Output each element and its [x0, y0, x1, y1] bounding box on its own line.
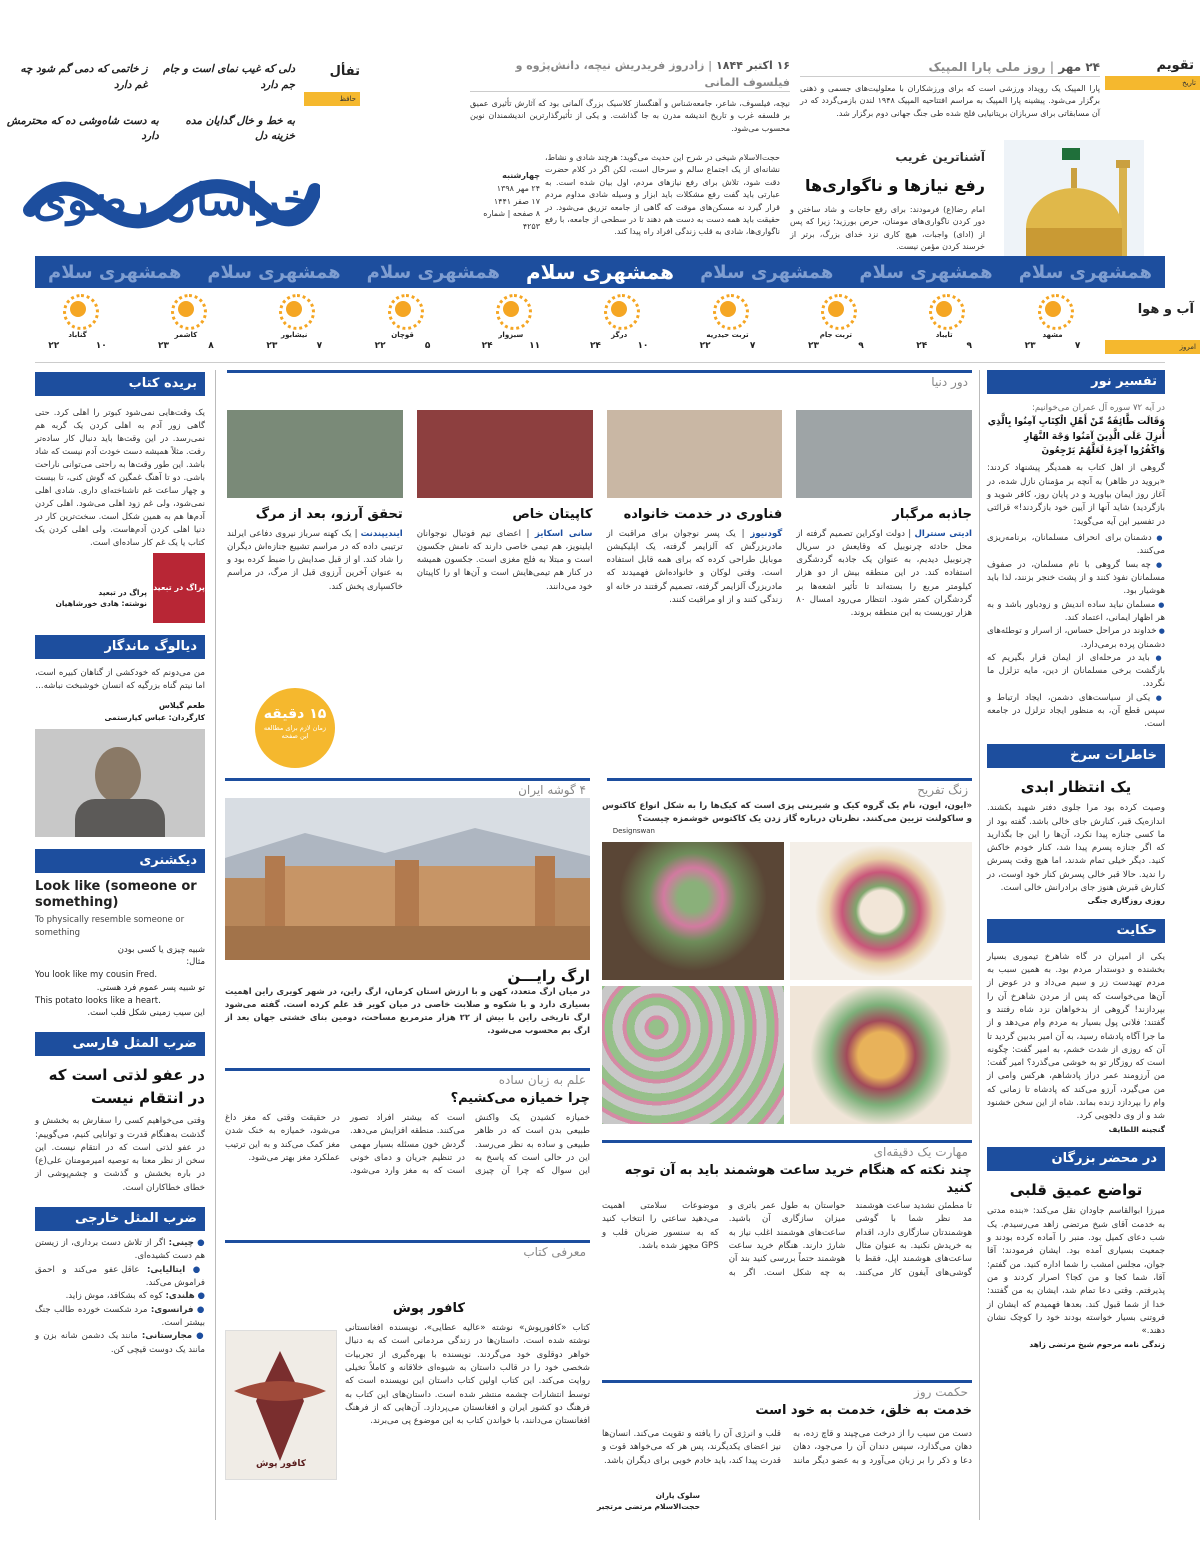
world-grid: [227, 410, 972, 770]
banner-item: همشهری سلام: [859, 261, 993, 283]
sun-icon: [494, 292, 528, 326]
tafsir-bullets: [987, 532, 1165, 732]
science-section: علم به زبان ساده: [225, 1068, 590, 1088]
tafsir-bullet: ● دشمنان برای انحراف مسلمانان، برنامه‌ریزی می‌کنند.: [987, 532, 1165, 559]
dict-persian: شبیه چیزی یا کسی بودن: [117, 944, 205, 955]
weather-high: ۲۳: [1024, 341, 1036, 351]
weather-low: ۹: [858, 341, 864, 351]
poem-line-1a: دلی که غیب نمای است و جام جم دارد: [163, 63, 295, 91]
mahzar-text: میرزا ابوالقاسم جاودان نقل می‌کند: «بنده مدتی به خدمت آقای شیخ مرتضی زاهد می‌رسیدم. یک شب دعای کمیل بود. منبر را آماده کرده بودند و جمعیت بسیاری آمده بود. ایشان فرمودند: آقا جوان، مجلس امشب را شما اداره کنید. من گفتم: آقا، شما کجا و من کجا؟ اصرار کردند و من پذیرفتم. وقتی دعا تمام شد، ایشان به من گفتند: خدا از شما قبول کند. بعدها فهمیدم که ایشان از فروتنی بسیار خواسته بودند خود را کوچک نشان دهند.»: [987, 1206, 1165, 1337]
book-section: معرفی کتاب: [225, 1240, 590, 1260]
cake-photo-4: [602, 986, 784, 1124]
bride-text: یک وقت‌هایی نمی‌شود کبوتر را اهلی کرد. حتی گاهی زور آدم به اهلی کردن یک گربه هم نمی‌رسد. در این وقت‌ها باید دنبال کار ساده‌تر رفت. مثلاً همیشه دست خودت آدم نیست که شاد باشد. این طور وقت‌ها به راحتی می‌توانی ناراحت باشی. دو تا آهنگ غمگین که گوش کنی، تا بیست و چهار ساعت غم ناشناخته‌ای داری. شادی اهلی نمی‌شود، ولی غم زود اهلی می‌شود. اهلی کردن آدم‌ها هم به همین شکل است. سخت‌ترین کار در دنیا اهلی کردن آدم‌هاست. ولی اهلی کردن یک کتاب یا یک غم کار ساده‌ای است.: [35, 407, 205, 548]
sun-icon: [61, 292, 95, 326]
zang-section: زنگ تفریح: [607, 778, 972, 798]
weather-city-name: مشهد: [1042, 330, 1063, 339]
kharji-country: چینی:: [168, 1238, 194, 1249]
world-story-source: ایندیپندنت: [360, 528, 403, 539]
khaterat-title: خاطرات سرخ: [987, 744, 1165, 768]
sun-icon: [169, 292, 203, 326]
world-story: تحقق آرزو، بعد از مرگ ایندیپندنت | یک کهنه سرباز نیروی دفاعی ایرلند ترتیبی داده که در مراسم تشییع جنازه‌اش دیگران را شاد کند. او از قبل صدایش را ضبط کرده بود و به عنوان آخرین آرزوی قبل از مرگ، در مراسم خاکسپاری پخش کند.: [227, 410, 403, 770]
weather-high: ۲۳: [266, 341, 278, 351]
kharji-item: ● مجارستانی: مانند یک دشمن شانه بزن و مانند یک دوست قیچی کن.: [35, 1331, 206, 1355]
cake-photo-3: [790, 986, 972, 1124]
weather-label: آب و هوا: [1137, 302, 1194, 317]
kharji-text: مرد شکست خورده طالب جنگ بیشتر است.: [35, 1304, 205, 1328]
right-column: [987, 370, 1165, 1350]
weather-low: ۷: [749, 341, 756, 351]
banner-item: همشهری سلام: [48, 261, 182, 283]
weather-low: ۱۱: [529, 341, 541, 351]
book-head: کافور پوش: [392, 1301, 465, 1316]
hekmat-source-1: سلوک یاران: [655, 1491, 700, 1500]
masthead-info: [470, 170, 540, 234]
cake-photo-2: [602, 842, 784, 980]
sun-icon: [819, 292, 853, 326]
calendar-label: تقویم: [1156, 58, 1194, 73]
mahzar-title: در محضر بزرگان: [987, 1147, 1165, 1171]
world-story-source: ادیتی سنترال: [914, 528, 972, 539]
date-label: تاریخ: [1105, 76, 1200, 90]
weather-city: [463, 292, 558, 356]
world-story-photo: [607, 410, 783, 498]
weather-city: [788, 292, 883, 356]
world-story-text: یک کهنه سرباز نیروی دفاعی ایرلند ترتیبی داده که در مراسم تشییع جنازه‌اش دیگران را شاد کند. او از قبل صدایش را ضبط کرده بود و به عنوان آخرین آرزوی قبل از مرگ، در مراسم خاکسپاری پخش کند.: [227, 528, 403, 592]
iran-head: ارگ رایـــن: [507, 967, 590, 985]
date-day: ۲۴ مهر: [1058, 60, 1100, 74]
iran-text: در میان ارگ متعدد، کهن و با ارزش استان کرمان، ارگ راین، در شهر کویری راین اهمیت بسیاری دارد و با شکوه و صلابت خاصی در میان کویر قد علم کرده است. گفته می‌شود ارگ تاریخی راین با بیش از ۲۲ هزار مترمربع مساحت، دومین بنای خشتی جهان بعد از ارگ بم محسوب می‌شود.: [225, 986, 590, 1036]
weather-high: ۲۲: [374, 341, 386, 351]
tafal-label: تفأل: [329, 64, 360, 79]
tafsir-bullet: ● یکی از سیاست‌های دشمن، ایجاد ارتباط و سپس قطع آن، به منظور ایجاد تزلزل در جامعه است.: [987, 692, 1165, 732]
history-date: ۱۶ اکتبر ۱۸۴۴: [716, 59, 790, 72]
dialog-director: کارگردان: عباس کیارستمی: [104, 712, 205, 722]
book-cover-title: کافور پوش: [256, 1458, 306, 1469]
masthead-date2: ۱۷ صفر ۱۴۴۱: [493, 196, 540, 206]
weather-high: ۲۳: [158, 341, 169, 351]
dict-example-label: مثال:: [186, 957, 205, 968]
weather-city-name: نیشابور: [281, 330, 308, 339]
maharat-section: مهارت یک دقیقه‌ای: [602, 1140, 972, 1160]
world-story-head: تحقق آرزو، بعد از مرگ: [255, 507, 403, 522]
world-story-text: اعضای تیم فوتبال نوجوانان ایلینویز، هم تیمی خاصی دارند که نامش جکسون است و مبتلا به فلج مغزی است. جکسون همیشه در کنار هم تیمی‌هایش است و آن‌ها او را کاپیتان خود می‌دانند.: [416, 528, 593, 592]
weather-city-name: تربت جام: [819, 330, 852, 339]
kharji-item: ● چینی: اگر از تلاش دست برداری، از زیستن هم دست کشیده‌ای.: [35, 1238, 206, 1262]
tafsir-bullet: ● مسلمان نباید ساده اندیش و زودباور باشد و به هر اظهار ایمانی، اعتماد کند.: [987, 599, 1165, 626]
hekmat-source-2: حجت‌الاسلام مرتضی مرتجبر: [596, 1502, 700, 1512]
hekmat-text: دست من سیب را از درخت می‌چیند و قاچ زده، به دهان می‌گذارد، سپس دندان آن را می‌جود، دهان دعا و ذکر را بر زبان می‌آورد و به عضو دیگر مانند قلب و انرژی آن را یافته و تقویت می‌کند. انسان‌ها نیز اعضای یکدیگرند، پس هر که می‌خواهد قوت و قدرت پیدا کند، باید خادم خوبی برای دیگران باشد.: [602, 1429, 972, 1466]
weather-low: ۱۰: [95, 341, 107, 351]
weather-row: [30, 292, 1100, 356]
hekayat-text: یکی از امیران در گاه شاهرخ تیموری بسیار بخشنده و دوستدار مردم بود. به همین سبب به مردم تهیدست زر و سیم می‌داد و در عوض از آن‌ها می‌خواست که پس از مردن شاهرخ آن را بپردازند! گروهی از بدخواهان نزد شاه رفتند و گفتند: فلانی پول بسیار به مردم وام می‌دهد و از ما جرا آگاه پادشاه رسید، به آن امیر بدبین گردید تا آن که روزی از شدت خشم، به امیر گفت: چگونه است که روزگار تو به خوشی می‌گذرد؟ امیر گفت: من آرزومند عمر دراز پادشاهم، هرکس وامی از من می‌گیرد، آرزو می‌کند که پادشاه تا زمانی که وام را بپردازد زنده بماند. شاه از این سخن خشنود شد و از وی دلجویی کرد.: [987, 951, 1165, 1122]
calendar-text-block: ۲۴ مهر | روز ملی پارا المپیک پارا المپیک یک رویداد ورزشی است که برای ورزشکاران با معلولیت‌های جسمی و ذهنی برگزار می‌شود. پیشینه پارا المپیک به مراسم افتتاحیه المپیک ۱۹۴۸ لندن بازمی‌گردد که در آن مسابقاتی برای سربازان بریتانیایی فلج شده طی جنگ جهانی دوم برگزار شد.: [800, 58, 1100, 120]
kharji-item: ● هلندی: کوه که بشکافد، موش زاید.: [65, 1291, 205, 1302]
hekmat-head: خدمت به خلق، خدمت به خود است: [755, 1403, 972, 1418]
poem-line-2a: به خط و خال گدایان مده خزینه دل: [185, 114, 295, 143]
calendar-section: [1105, 56, 1200, 90]
book-cover: [225, 1330, 337, 1480]
world-story-photo: [417, 410, 593, 498]
kharji-country: مجارستانی:: [141, 1331, 193, 1342]
banner-item: همشهری سلام: [700, 261, 834, 283]
dict-example-1: You look like my cousin Fred.: [35, 970, 158, 981]
lead-text: امام رضا(ع) فرمودند: برای رفع حاجات و شاد ساختن و دور کردن ناگواری‌های مومنان، حرص بورزید؛ زیرا که پس از (ادای) واجبات، هیچ کاری نزد خدای بزرگ، برتر از خرسند کردن مؤمن نیست.: [790, 205, 985, 252]
science-text: خمیازه کشیدن یک واکنش طبیعی بدن است که در ظاهر طبیعی و ساده به نظر می‌رسد. این در حالی است که پاسخ به این سوال که چرا آن چیزی است که بیشتر افراد تصور می‌کنند. منطقه افزایش می‌دهد. گردش خون مسئله بسیار مهمی در تنظیم جریان و دمای خونی است که به مغز وارد می‌شود. در حقیقت وقتی که مغز داغ می‌شود، خمیازه به خنک شدن مغز کمک می‌کند و به این ترتیب عملکرد مغز بهتر می‌شود.: [225, 1113, 590, 1177]
lead-title: رفع نیازها و ناگواری‌ها: [805, 176, 985, 195]
banner-item: همشهری سلام: [366, 261, 500, 283]
weather-city-name: سبزوار: [498, 330, 524, 339]
weather-city: [30, 292, 125, 356]
dict-definition: To physically resemble someone or something: [35, 915, 185, 938]
weather-low: ۹: [966, 341, 973, 351]
bride-author: نوشته: هادی خورشاهیان: [55, 599, 147, 609]
book-text: کتاب «کافورپوش» نوشته «عالیه عطایی»، نویسنده افغانستانی نوشته شده است. داستان‌ها در زندگی مردمانی است که به دنبال خواهر دوقلوی خود می‌گردند. نویسنده با بهره‌گیری از تجربیات شخصی خود را در قالب داستان به شیوه‌ای خلاقانه و کاملاً تخیلی روایت می‌کند. این کتاب اولین کتاب داستان این نویسنده است که توسط انتشارات چشمه منتشر شده است. داستان‌های این کتاب به فرهنگ دو کشور ایران و افغانستان می‌پردازد. آن‌هایی که از فرهنگ افغانستان می‌دانند، با خواندن کتاب به این موضوع پی می‌برند.: [345, 1323, 590, 1427]
history-text: نیچه، فیلسوف، شاعر، جامعه‌شناس و آهنگساز کلاسیک بزرگ آلمانی بود که آثارش تأثیری عمیق بر فلسفه غرب و تاریخ اندیشه مدرن به جا گذاشت. و یکی از تأثیرگذارترین اندیشمندان نوین محسوب می‌شود.: [470, 99, 790, 133]
tafsir-bullet: ● باید در مرحله‌ای از ایمان قرار بگیریم که بازگشت برخی مسلمانان از دین، مایه تزلزل ما نگردد.: [987, 652, 1165, 692]
world-story-text: دولت اوکراین تصمیم گرفته از محل حادثه چرنوبیل که وقایعش در سریال چرنوبیل دیدیم، به عنوان یک جاذبه گردشگری استفاده کند. در این منطقه بیش از دو هزار کیلومتر مربع را بسته‌اند تا تأثیر اشعه‌ها بر گردشگران کمتر شود. انتظار می‌رود امسال ۸۰ هزار توریست به این منطقه بروند.: [796, 528, 972, 619]
weather-city-name: قوچان: [391, 330, 414, 339]
khaterat-source: روزی روزگاری جنگی: [1087, 896, 1165, 906]
banner-item: همشهری سلام: [1018, 261, 1152, 283]
dialog-film-still: [35, 729, 205, 837]
masthead-pages: ۸ صفحه | شماره ۴۲۵۳: [483, 209, 540, 232]
weather-city: [897, 292, 992, 356]
kharji-text: اگر از تلاش دست برداری، از زیستن هم دست کشیده‌ای.: [35, 1238, 205, 1262]
kharji-country: فرانسوی:: [150, 1304, 194, 1315]
history-title: زادروز فریدریش نیچه، دانش‌پژوه و فیلسوف المانی: [515, 59, 790, 89]
banner-item-highlight: همشهری سلام: [525, 260, 675, 284]
weather-low: ۱۰: [637, 341, 649, 351]
weather-today: امروز: [1105, 340, 1200, 354]
dialog-title: دیالوگ ماندگار: [35, 635, 205, 659]
masthead-logo-text: خراسان رضوی: [32, 175, 310, 226]
weather-city-name: تربت حیدریه: [706, 330, 749, 339]
tafsir-text: گروهی از اهل کتاب به همدیگر پیشنهاد کردند: «بروید در ظاهر) به آنچه بر مؤمنان نازل شده، در آغاز روز ایمان بیاورید و در پایان روز، کافر شوید و بازگردید) شاید آنها از آیین خود بازگردند!» قرائتی در تفسیر این آیه می‌گوید:: [987, 463, 1165, 527]
shrine-dome-icon: [1004, 140, 1144, 258]
weather-city-name: گناباد: [68, 330, 87, 339]
tafsir-title: تفسیر نور: [987, 370, 1165, 394]
dict-example-1-fa: تو شبیه پسر عموم فرد هستی.: [96, 982, 205, 993]
promo-big: ۱۵ دقیقه: [263, 706, 327, 722]
sun-icon: [1036, 292, 1070, 326]
kharji-country: ایتالیایی:: [147, 1264, 186, 1275]
weather-city: [138, 292, 233, 356]
bride-book: پراگ در تبعید: [98, 588, 147, 598]
iran-castle-photo: [225, 798, 590, 960]
world-story: کاپیتان خاص سانی اسکایز | اعضای تیم فوتبال نوجوانان ایلینویز، هم تیمی خاصی دارند که نامش جکسون است و مبتلا به فلج مغزی است. جکسون همیشه در کنار هم تیمی‌هایش است و آن‌ها او را کاپیتان خود می‌دانند.: [417, 410, 593, 770]
sun-icon: [927, 292, 961, 326]
history-block: ۱۶ اکتبر ۱۸۴۴ | زادروز فریدریش نیچه، دانش‌پژوه و فیلسوف المانی نیچه، فیلسوف، شاعر، جامعه‌شناس و آهنگساز کلاسیک بزرگ آلمانی بود که آثارش تأثیری عمیق بر فلسفه غرب و تاریخ اندیشه مدرن به جا گذاشت. و یکی از تأثیرگذارترین اندیشمندان نوین محسوب می‌شود.: [470, 58, 790, 135]
zang-credit: Designswan: [612, 827, 655, 835]
zarb-title: ضرب المثل فارسی: [35, 1032, 205, 1056]
weather-high: ۲۳: [807, 341, 819, 351]
mahzar-head: تواضع عمیق قلبی: [1009, 1180, 1143, 1199]
sun-icon: [277, 292, 311, 326]
bride-title: بریده کتاب: [35, 372, 205, 396]
calendar-text: پارا المپیک یک رویداد ورزشی است که برای ورزشکاران با معلولیت‌های جسمی و ذهنی برگزار می‌شود. پیشینه پارا المپیک به مراسم افتتاحیه المپیک ۱۹۴۸ لندن بازمی‌گردد که در آن مسابقاتی برای سربازان بریتانیایی فلج شده طی جنگ جهانی دوم برگزار شد.: [800, 84, 1100, 118]
weather-city: [1005, 292, 1100, 356]
weather-low: ۸: [208, 341, 214, 351]
world-section: دور دنیا: [227, 370, 972, 390]
weather-high: ۲۴: [589, 341, 601, 351]
weather-city: [680, 292, 775, 356]
weather-city-name: تایباد: [935, 330, 953, 339]
khaterat-head: یک انتظار ابدی: [1020, 777, 1132, 796]
world-story-text: یک پسر نوجوان برای مراقبت از مادربزرگش که آلزایمر گرفته، یک اپلیکیشن موبایل طراحی کرده که برای همه قابل استفاده است. وقتی لوکان و خانواده‌اش فهمیدند که مادربزرگ آلزایمر گرفته، تصمیم گرفتند در خانه او زندگی کنند و از او مراقبت کنند.: [606, 528, 783, 606]
weather-low: ۷: [1074, 341, 1081, 351]
hafez-poem: [5, 62, 295, 145]
dict-phrase: Look like (someone or something): [35, 879, 197, 910]
bride-cover-title: پراگ در تبعید: [153, 583, 205, 593]
weather-city-name: درگز: [611, 330, 628, 339]
lead-kicker: آشناترین غریب: [895, 150, 985, 164]
dialog-text: من می‌دونم که خودکشی از گناهان کبیره است، اما نیتم گناه بزرگیه که انسان خوشبخت نباشه...: [35, 668, 205, 692]
masthead-logo: [20, 150, 320, 242]
masthead-date1: ۲۴ مهر ۱۳۹۸: [496, 183, 540, 193]
weather-high: ۲۴: [481, 341, 493, 351]
tafsir-arabic: وَقَالَت طَّائِفَةٌ مِّنْ أَهْلِ الْكِتَابِ آمِنُوا بِالَّذِي أُنزِلَ عَلَى الَّذِينَ آمَنُوا وَجْهَ النَّهَارِ وَاكْفُرُوا آخِرَهُ لَعَلَّهُمْ يَرْجِعُونَ: [987, 417, 1165, 457]
tafal-section: [304, 62, 360, 106]
kharji-text: مانند یک دشمن شانه بزن و مانند یک دوست قیچی کن.: [35, 1331, 205, 1355]
world-story-photo: [796, 410, 972, 498]
masthead-day: چهارشنبه: [502, 171, 540, 180]
maharat-text: تا مطمئن نشدید ساعت هوشمند مد نظر شما با گوشی هوشمندتان سازگاری دارد، اقدام به خریدش نکنید. به عنوان مثال ساعت‌های هوشمند اپل، فقط با گوشی‌های آیفون کار می‌کنند. حواستان به طول عمر باتری و میزان سازگاری آن باشید. ساعت‌های هوشمند اغلب نیاز به شارژ دارند. هنگام خرید ساعت هوشمند حتماً بررسی کنید بند آن به چه شکل است. اگر به موضوعات سلامتی اهمیت می‌دهید ساعتی را انتخاب کنید که به سنسور ضربان قلب و GPS مجهز شده باشد.: [602, 1201, 972, 1278]
lead-story: [790, 148, 985, 266]
sun-icon: [602, 292, 636, 326]
poem-line-2b: به دست شاه‌وشی ده که محترمش دارد: [6, 114, 159, 143]
weather-city: [247, 292, 342, 356]
weather-city: [572, 292, 667, 356]
maharat-head: چند نکته که هنگام خرید ساعت هوشمند باید به آن توجه کنید: [624, 1163, 972, 1196]
weather-low: ۷: [316, 341, 323, 351]
hekmat-section: حکمت روز: [602, 1380, 972, 1400]
poem-line-1b: ز خاتمی که دمی گم شود چه غم دارد: [20, 63, 148, 91]
weather-high: ۲۴: [916, 341, 928, 351]
cake-photo-1: [790, 842, 972, 980]
weather-high: ۲۲: [48, 341, 60, 351]
world-story-head: کاپیتان خاص: [512, 507, 593, 522]
dialog-film: طعم گیلاس: [158, 700, 205, 710]
lead-commentary: حجت‌الاسلام شیخی در شرح این حدیث می‌گوید: هرچند شادی و نشاط، نشانه‌ای از یک اجتماع سالم و سرحال است، لکن اگر در کلام حضرت دقت شود، تلاش برای رفع نیازهای مردم، اول بیان شده است. به عبارتی باید گفت رفع مشکلات باید ابزار و وسیله شادی مداوم مردم قرار گیرد نه مسکن‌های موقت که گاهی از جامعه تزریق می‌شود. در حقیقت باید همه دست به دست هم دهند تا در سطحی از جامعه، با رفع ناگواری‌ها، شادی به قلب زندگی افراد راه پیدا کند.: [545, 153, 780, 237]
sun-icon: [386, 292, 420, 326]
world-story-photo: [227, 410, 403, 498]
banner-bar: [35, 256, 1165, 288]
weather-city-name: کاشمر: [174, 330, 198, 339]
tafsir-bullet: ● چه بسا گروهی با نام مسلمان، در صفوف مسلمانان نفوذ کنند و از پشت خنجر بزنند، لذا باید هوشیار بود.: [987, 559, 1165, 599]
world-story: جاذبه مرگبار ادیتی سنترال | دولت اوکراین تصمیم گرفته از محل حادثه چرنوبیل که وقایعش در سریال چرنوبیل دیدیم، به عنوان یک جاذبه گردشگری استفاده کند. در این منطقه بیش از دو هزار کیلومتر مربع را بسته‌اند تا تأثیر اشعه‌ها بر گردشگران کمتر شود. انتظار می‌رود امسال ۸۰ هزار توریست به این منطقه بروند.: [796, 410, 972, 770]
dict-example-2-fa: این سیب زمینی شکل قلب است.: [87, 1008, 205, 1019]
date-event: روز ملی پارا المپیک: [928, 60, 1046, 74]
tafsir-bullet: ● خداوند در مراحل حساس، از اسرار و توطئه‌های دشمنان پرده برمی‌دارد.: [987, 625, 1165, 652]
hafez-label: حافظ: [304, 92, 360, 106]
zarb-text: وقتی می‌خواهیم کسی را سفارش به بخشش و گذشت به‌هنگام قدرت و توانایی کنیم، می‌گوییم: در عفو لذتی است که در انتقام نیست. این سخن از نظر معنا به توصیه امیرمومنان علی(ع) در باره بخشش و گذشت و چشم‌پوشی از خطای خطاکاران است.: [35, 1116, 205, 1193]
world-story-head: فناوری در خدمت خانواده: [623, 507, 783, 522]
castle-image: [225, 798, 590, 960]
weather-high: ۲۲: [699, 341, 711, 351]
left-column: [35, 372, 205, 1357]
hekayat-title: حکایت: [987, 919, 1165, 943]
zarb-head: در عفو لذتی است که در انتقام نیست: [48, 1066, 205, 1107]
promo-small: زمان لازم برای مطالعه این صفحه: [263, 724, 327, 740]
dict-example-2: This potato looks like a heart.: [35, 995, 161, 1006]
weather-label-block: [1105, 300, 1200, 354]
cactus-cake-grid: [602, 842, 972, 1124]
dict-title: دیکشنری: [35, 849, 205, 873]
sun-icon: [711, 292, 745, 326]
zang-text: «ایون، ایون، نام یک گروه کیک و شیرینی پزی است که کیک‌ها را به شکل انواع کاکتوس و ساکولنت تزیین می‌کنند. نظرتان درباره گاز زدن یک کاکتوس خوشمزه چیست؟: [602, 801, 972, 825]
kharji-item: ● ایتالیایی: عاقل عفو می‌کند و احمق فراموش می‌کند.: [35, 1264, 206, 1289]
iran-section: ۴ گوشه ایران: [225, 778, 590, 798]
tafsir-ayah: در آیه ۷۲ سوره آل عمران می‌خوانیم:: [1032, 403, 1165, 413]
khaterat-text: وصیت کرده بود مرا جلوی دفتر شهید بکشند. اندازه‌یک قبر، کنارش جای خالی باشد. گفته بود از ما کسی جنازه پیدا نکرد، آن‌ها را این جا بگذارید که اگر جنازه پسرم پیدا شد، کنار خودم خاکش کنید. دیگر خیلی تمام شدند، اما هیچ وقت پسرش را ندید. حالا قبر خالی پسرش کنار خود اوست، در کنارش قبرش هنوز جای برادرانش خالی است.: [987, 803, 1165, 894]
weather-low: ۵: [424, 341, 431, 351]
world-story: فناوری در خدمت خانواده گودنیوز | یک پسر نوجوان برای مراقبت از مادربزرگش که آلزایمر گرفته، یک اپلیکیشن موبایل طراحی کرده که برای همه قابل استفاده است. وقتی لوکان و خانواده‌اش فهمیدند که مادربزرگ آلزایمر گرفته، تصمیم گرفتند در خانه او زندگی کنند و از او مراقبت کنند.: [607, 410, 783, 770]
world-story-source: سانی اسکایز: [534, 528, 593, 539]
kharji-item: ● فرانسوی: مرد شکست خورده طالب جنگ بیشتر است.: [35, 1304, 205, 1328]
world-story-source: گودنیوز: [750, 528, 783, 539]
kharji-text: کوه که بشکافد، موش زاید.: [65, 1291, 163, 1302]
promo-badge: [255, 688, 335, 768]
banner-item: همشهری سلام: [207, 261, 341, 283]
kharji-country: هلندی:: [165, 1291, 195, 1302]
world-story-head: جاذبه مرگبار: [892, 507, 972, 522]
kharji-text: عاقل عفو می‌کند و احمق فراموش می‌کند.: [35, 1264, 205, 1289]
shrine-image: [1004, 140, 1144, 258]
mahzar-source: زندگی نامه مرحوم شیخ مرتضی زاهد: [1029, 1339, 1165, 1349]
weather-city: [355, 292, 450, 356]
bride-cover-image: [153, 553, 205, 623]
kharji-list: [35, 1237, 205, 1357]
hekmat-sources: [597, 1490, 700, 1513]
hekayat-source: گنجینه اللطایف: [1108, 1124, 1165, 1134]
kharji-title: ضرب المثل خارجی: [35, 1207, 205, 1231]
science-head: چرا خمیازه می‌کشیم؟: [450, 1091, 590, 1106]
